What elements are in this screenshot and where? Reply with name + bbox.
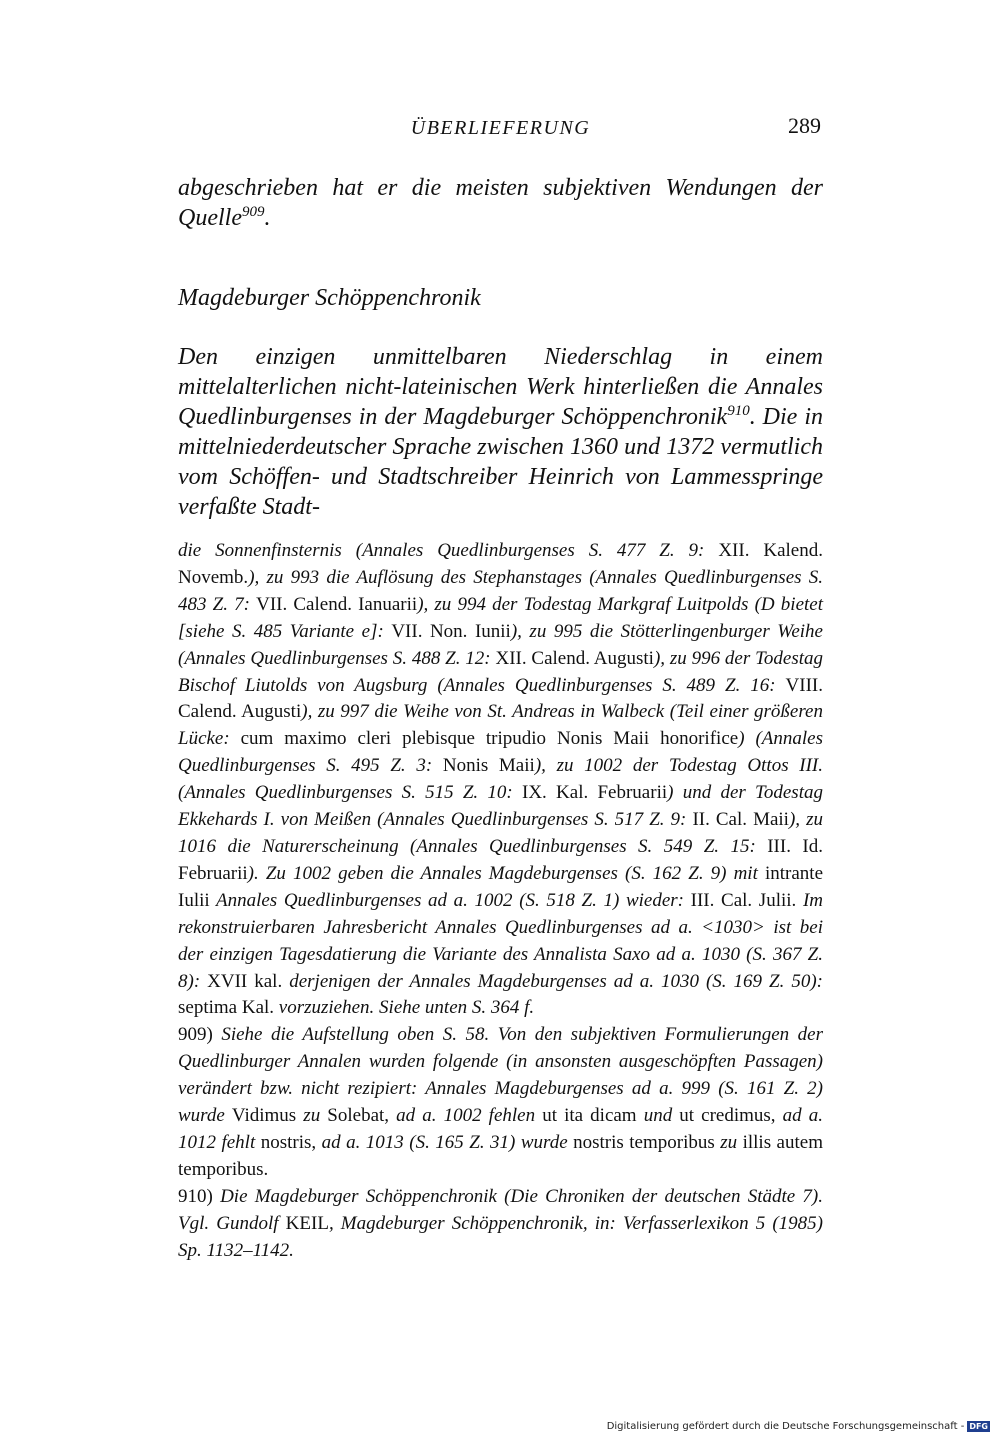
footnote-segment: nostris, bbox=[260, 1131, 317, 1153]
footnote-segment: ut credimus, bbox=[679, 1105, 776, 1127]
footnote-segment: Annales Quedlinburgenses ad a. 1002 (S. 518 Z. 1) wieder: bbox=[209, 889, 691, 911]
footnote-segment: ad a. 1012 fehlt bbox=[178, 1105, 823, 1153]
footnote-segment: ad a. 1002 fehlen bbox=[389, 1105, 543, 1127]
footnotes-block bbox=[178, 538, 823, 1264]
footnote-segment: ) und der Todestag Ekkehards I. von Meißen (Annales Quedlinburgenses S. 517 Z. 9: bbox=[178, 782, 823, 831]
paragraph-main bbox=[178, 342, 823, 522]
footnote-segment: septima Kal. bbox=[178, 997, 275, 1019]
footnote-segment: zu bbox=[296, 1105, 328, 1127]
footnote-segment: XII. Kalend. Novemb. bbox=[178, 540, 823, 588]
credit-text: Digitalisierung gefördert durch die Deutsche Forschungsgemeinschaft - bbox=[606, 1421, 965, 1432]
footnote-number: 909) bbox=[178, 1024, 213, 1046]
footnote-segment: ut ita dicam bbox=[542, 1105, 637, 1127]
footnote-segment: Solebat, bbox=[327, 1105, 390, 1127]
footnote-segment: und bbox=[636, 1105, 680, 1127]
footnote-segment: ), zu 993 die Auflösung des Stephanstages (Annales Quedlinburgenses S. 483 Z. 7: bbox=[178, 566, 823, 615]
footnote-segment: KEIL bbox=[285, 1212, 329, 1234]
footnote-segment: VII. Calend. Ianuarii bbox=[256, 593, 418, 615]
footnote-segment: III. Id. Februarii bbox=[178, 835, 823, 884]
paragraph-text: abgeschrieben hat er die meisten subjektiven Wendungen der Quelle bbox=[178, 175, 823, 231]
footnote-segment: intrante Iulii bbox=[178, 862, 823, 911]
footnote-segment: ), zu 1016 die Naturerscheinung (Annales Quedlinburgenses S. 549 Z. 15: bbox=[178, 809, 823, 857]
paragraph-text-part2: . Die in mittelniederdeutscher Sprache zwischen 1360 und 1372 vermutlich vom Schöffen- und Stadtschreiber Heinrich von Lammesspringe verfaßte Stadt- bbox=[178, 404, 823, 520]
footnote-segment: Im rekonstruierbaren Jahresbericht Annales Quedlinburgenses ad a. <1030> ist bei der einzigen Tagesdatierung die Variante des Annalista Saxo ad a. 1030 (S. 367 Z. 8): bbox=[178, 889, 823, 992]
footnote-segment: ). Zu 1002 geben die Annales Magdeburgenses (S. 162 Z. 9) mit bbox=[247, 862, 765, 884]
footnote-segment: ), zu 996 der Todestag Bischof Liutolds von Augsburg (Annales Quedlinburgenses S. 489 Z. 16: bbox=[178, 647, 823, 696]
footnote-segment: ), zu 1002 der Todestag Ottos III. (Annales Quedlinburgenses S. 515 Z. 10: bbox=[178, 755, 824, 804]
footnote-segment: III. Cal. Julii. bbox=[690, 889, 797, 911]
footnote-segment: Vidimus bbox=[231, 1105, 297, 1127]
dfg-logo: DFG bbox=[969, 1422, 988, 1431]
page-number: 289 bbox=[788, 113, 821, 138]
footnote-segment: Nonis Maii bbox=[442, 755, 535, 777]
footnote-segment: illis autem temporibus. bbox=[178, 1131, 823, 1180]
footnote-segment: nostris temporibus bbox=[573, 1131, 715, 1153]
footnote-segment: ad a. 1013 (S. 165 Z. 31) wurde bbox=[316, 1131, 574, 1153]
page-header bbox=[178, 113, 823, 147]
running-title: ÜBERLIEFERUNG bbox=[410, 117, 591, 139]
footnote-segment: die Sonnenfinsternis (Annales Quedlinburgenses S. 477 Z. 9: bbox=[178, 540, 719, 561]
footnote-ref-910[interactable]: 910 bbox=[727, 403, 750, 419]
footnote-segment: vorzuziehen. Siehe unten S. 364 f. bbox=[274, 997, 535, 1019]
digitization-credit bbox=[607, 1421, 990, 1432]
footnote-segment: ), zu 994 der Todestag Markgraf Luitpolds (D bietet [siehe S. 485 Variante e]: bbox=[178, 593, 823, 642]
footnote-number: 910) bbox=[178, 1185, 213, 1207]
footnote-segment: derjenigen der Annales Magdeburgenses ad a. 1030 (S. 169 Z. 50): bbox=[282, 970, 824, 992]
paragraph-continuation bbox=[178, 173, 823, 233]
footnote-ref-909[interactable]: 909 bbox=[241, 204, 265, 220]
footnote-segment: ) (Annales Quedlinburgenses S. 495 Z. 3: bbox=[178, 728, 823, 777]
footnote-segment: II. Cal. Maii bbox=[692, 809, 789, 831]
footnote-segment: VII. Non. Iunii bbox=[391, 620, 511, 642]
footnote-segment: Die Magdeburger Schöppenchronik (Die Chroniken der deutschen Städte 7). Vgl. Gundolf bbox=[178, 1185, 823, 1234]
footnote-continuation bbox=[178, 538, 823, 1022]
section-heading: Magdeburger Schöppenchronik bbox=[178, 285, 481, 311]
footnote-segment: VIII. Calend. Augusti bbox=[178, 674, 823, 723]
footnote-segment: ), zu 997 die Weihe von St. Andreas in Walbeck (Teil einer größeren Lücke: bbox=[178, 701, 823, 750]
footnote-segment: , Magdeburger Schöppenchronik, in: Verfasserlexikon 5 (1985) Sp. 1132–1142. bbox=[178, 1212, 823, 1261]
paragraph-text-part1: Den einzigen unmittelbaren Niederschlag in einem mittelalterlichen nicht-lateinischen Werk hinterließen die Annales Quedlinburgenses in der Magdeburger Schöppenchronik bbox=[178, 344, 823, 430]
footnote-909 bbox=[178, 1022, 823, 1183]
footnote-segment: IX. Kal. Februarii bbox=[522, 782, 668, 804]
footnote-segment: cum maximo cleri plebisque tripudio Nonis Maii honorifice bbox=[240, 728, 739, 750]
footnote-segment: ), zu 995 die Stötterlingenburger Weihe (Annales Quedlinburgenses S. 488 Z. 12: bbox=[178, 620, 823, 669]
footnote-segment: zu bbox=[714, 1131, 743, 1153]
footnote-segment: Siehe die Aufstellung oben S. 58. Von den subjektiven Formulierungen der Quedlinburger Annalen wurden folgende (in ansonsten ausgeschöpften Passagen) verändert bzw. nicht rezipiert: Annales Magdeburgenses ad a. 999 (S. 161 Z. 2) wurde bbox=[178, 1024, 823, 1127]
footnote-segment: XVII kal. bbox=[207, 970, 283, 992]
footnote-910 bbox=[178, 1184, 823, 1265]
footnote-segment: XII. Calend. Augusti bbox=[495, 647, 654, 669]
paragraph-end: . bbox=[264, 205, 271, 231]
